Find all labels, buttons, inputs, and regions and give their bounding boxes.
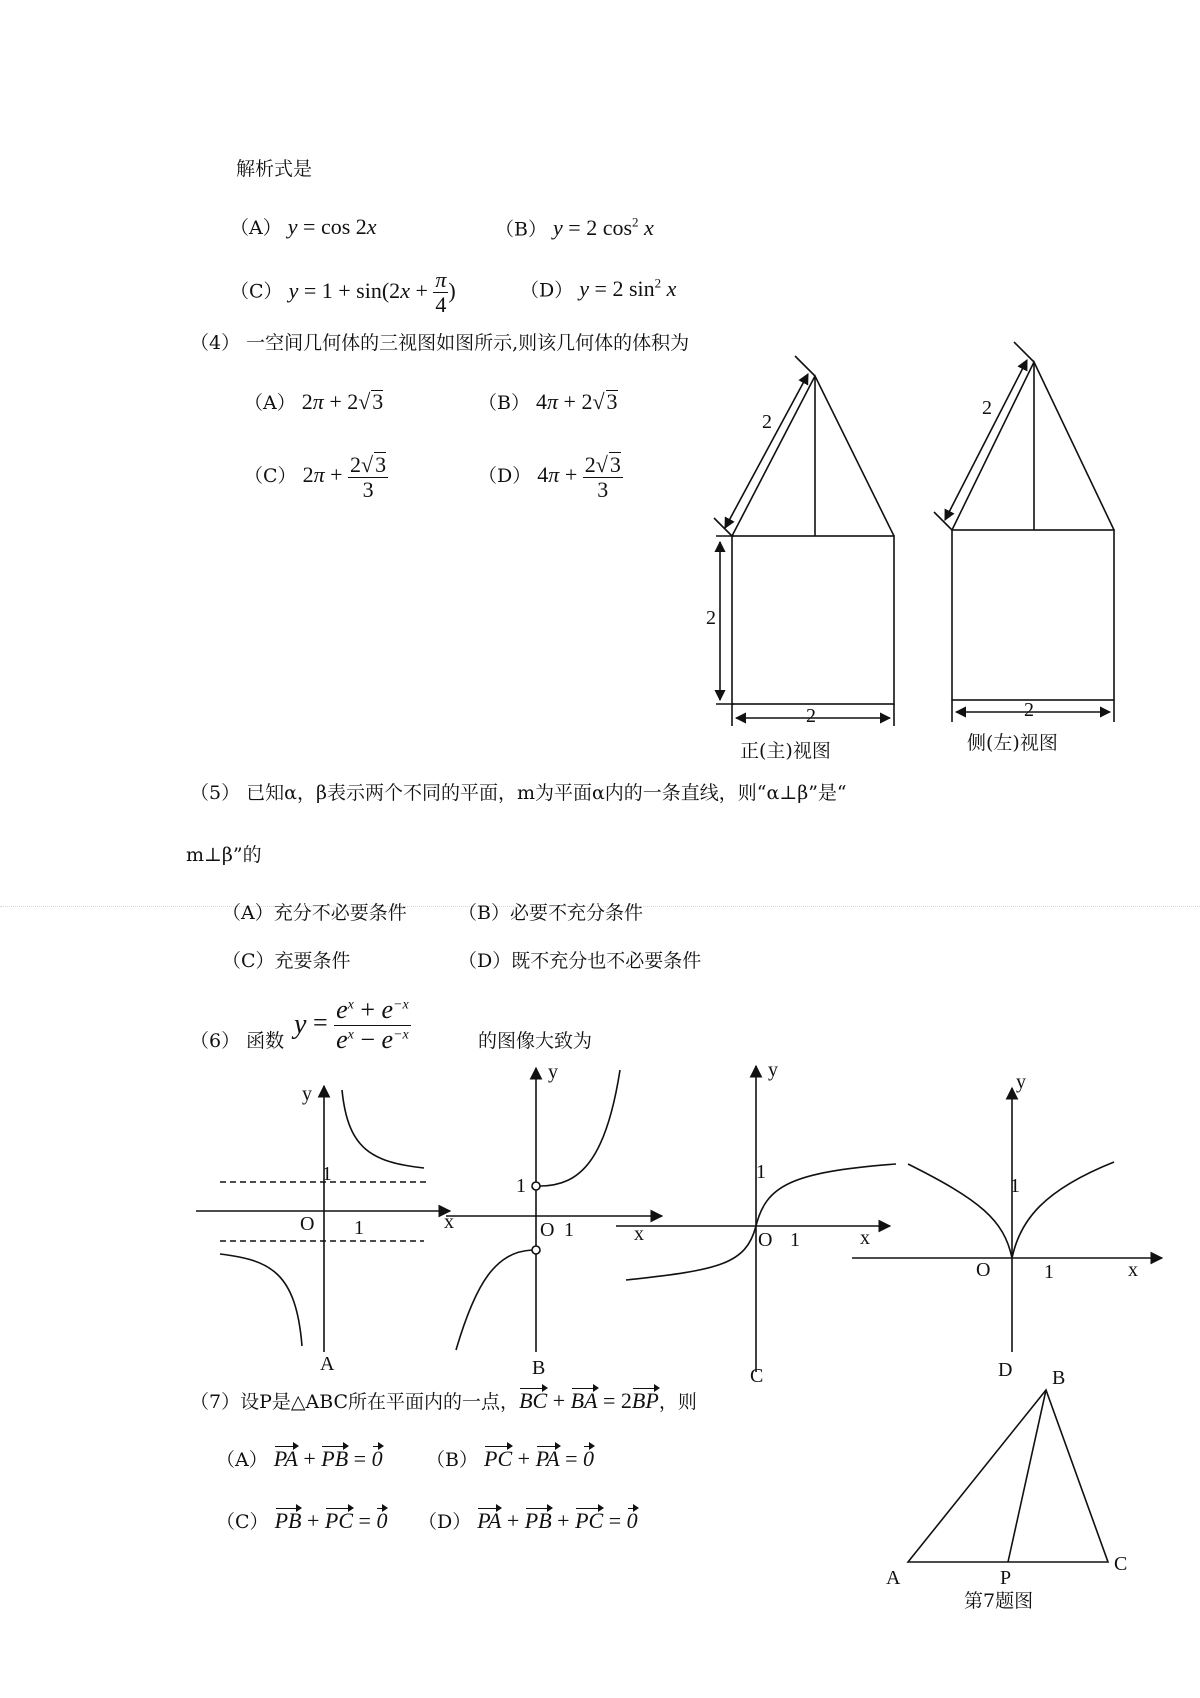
svg-text:y: y xyxy=(302,1083,312,1105)
side-width-label: 2 xyxy=(1024,699,1034,721)
vertex-c: C xyxy=(1114,1553,1128,1575)
q6-function: y = $\frac{e^x + e^{-x}}{e^x - e^{-x}}$ xyxy=(294,995,409,1054)
q7-option-a-label: （A） xyxy=(216,1449,268,1471)
q6-label-a: A xyxy=(320,1353,335,1375)
q7-option-a-math: PA + PB = 0 xyxy=(273,1446,383,1471)
q3-option-b-label: （B） xyxy=(495,218,547,241)
q4-option-b-math: 4π + 2√3 xyxy=(536,389,618,414)
q6-label-b: B xyxy=(532,1357,546,1379)
svg-text:1: 1 xyxy=(1010,1175,1020,1197)
svg-text:O: O xyxy=(976,1259,991,1281)
q3-option-a-label: （A） xyxy=(230,217,282,239)
vertex-b: B xyxy=(1052,1367,1066,1389)
svg-text:O: O xyxy=(540,1219,555,1241)
svg-text:1: 1 xyxy=(756,1161,766,1183)
q4-option-a-math: 2π + 2√3 xyxy=(301,389,384,414)
side-view-caption: 侧(左)视图 xyxy=(967,732,1058,754)
q5-stem-line2: m⊥β”的 xyxy=(186,844,262,866)
q5-option-a[interactable]: （A）充分不必要条件 xyxy=(222,902,407,924)
q4-option-a-label: （A） xyxy=(244,392,296,414)
q4-option-c-label: （C） xyxy=(244,465,297,488)
q3-option-c-label: （C） xyxy=(230,280,283,303)
q6-stem-pre: （6） 函数 xyxy=(190,1030,285,1052)
q6-stem-post: 的图像大致为 xyxy=(478,1030,593,1052)
svg-text:1: 1 xyxy=(564,1219,574,1241)
q4-option-b-label: （B） xyxy=(478,392,530,414)
svg-text:1: 1 xyxy=(790,1229,800,1251)
svg-text:O: O xyxy=(300,1213,315,1235)
q7-figure-caption: 第7题图 xyxy=(964,1590,1034,1612)
q7-option-b-math: PC + PA = 0 xyxy=(484,1446,595,1471)
svg-text:x: x xyxy=(634,1223,644,1245)
q3-option-c-math: y = 1 + sin(2x + $\frac{\pi}{4}$ ) xyxy=(288,267,456,318)
svg-text:x: x xyxy=(444,1211,454,1233)
q7-option-c-math: PB + PC = 0 xyxy=(274,1508,388,1533)
q4-option-c-math: 2π + $\frac{2√3}{3}$ xyxy=(302,452,387,503)
svg-text:1: 1 xyxy=(516,1175,526,1197)
q3-option-b-math: y = 2 $\cos^2 x$ xyxy=(553,215,654,241)
q5-option-c[interactable]: （C）充要条件 xyxy=(222,950,351,972)
q4-option-d-label: （D） xyxy=(478,465,532,488)
q7-option-d-math: PA + PB + PC = 0 xyxy=(477,1508,638,1533)
svg-text:1: 1 xyxy=(354,1217,364,1239)
segment-bp xyxy=(1008,1390,1046,1562)
front-width-label: 2 xyxy=(806,705,816,727)
q6-label-d: D xyxy=(998,1359,1013,1381)
q3-option-d-math: y = 2 $\sin^2 x$ xyxy=(579,276,677,302)
q3-stem: 解析式是 xyxy=(236,158,313,180)
svg-text:1: 1 xyxy=(1044,1261,1054,1283)
q7-option-b-label: （B） xyxy=(426,1449,478,1471)
vertex-p: P xyxy=(1000,1567,1012,1589)
front-height-label: 2 xyxy=(706,607,716,629)
q7-option-c-label: （C） xyxy=(216,1511,269,1533)
q4-option-d-math: 4π + $\frac{2√3}{3}$ xyxy=(537,452,621,503)
q6-label-c: C xyxy=(750,1365,764,1387)
q7-option-d-label: （D） xyxy=(418,1511,472,1533)
q5-option-b[interactable]: （B）必要不充分条件 xyxy=(458,902,643,924)
svg-text:O: O xyxy=(758,1229,773,1251)
svg-text:y: y xyxy=(1016,1071,1026,1093)
side-slant-label: 2 xyxy=(982,397,992,419)
svg-text:1: 1 xyxy=(322,1163,332,1185)
q3-option-d-label: （D） xyxy=(520,279,574,302)
q3-option-a-math: y = cos 2x xyxy=(287,214,377,239)
vertex-a: A xyxy=(886,1567,901,1589)
front-view-caption: 正(主)视图 xyxy=(740,740,831,762)
front-slant-label: 2 xyxy=(762,411,772,433)
svg-text:y: y xyxy=(548,1061,558,1083)
q4-stem: （4） 一空间几何体的三视图如图所示,则该几何体的体积为 xyxy=(190,332,690,354)
triangle-abc xyxy=(908,1390,1108,1562)
q7-stem: （7）设P是△ABC所在平面内的一点，BC + BA = 2BP，则 xyxy=(190,1388,697,1413)
svg-text:y: y xyxy=(768,1059,778,1081)
q5-option-d[interactable]: （D）既不充分也不必要条件 xyxy=(458,950,702,972)
svg-text:x: x xyxy=(860,1227,870,1249)
svg-text:x: x xyxy=(1128,1259,1138,1281)
q5-stem-line1: （5） 已知α，β表示两个不同的平面，m为平面α内的一条直线，则“α⊥β”是“ xyxy=(190,782,847,804)
